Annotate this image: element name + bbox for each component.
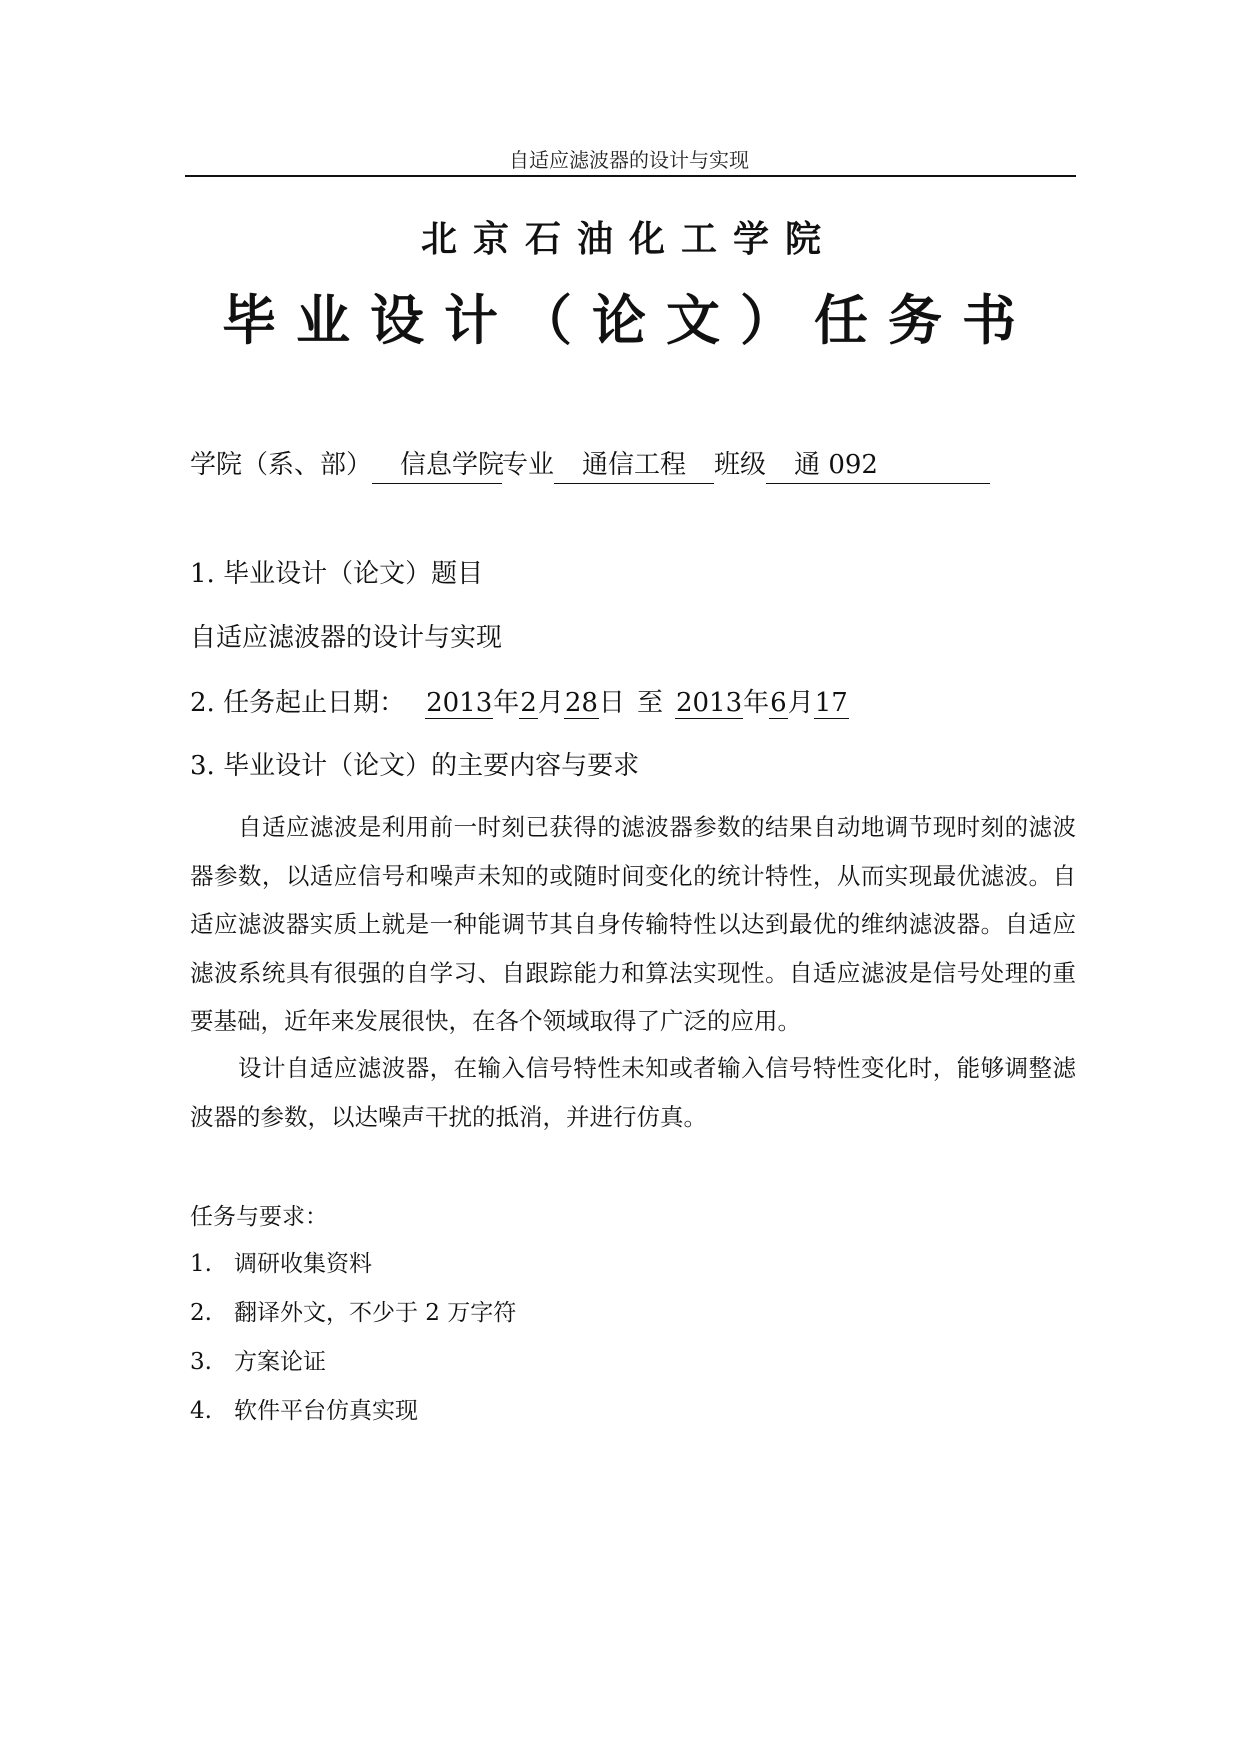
- task-list: [190, 1246, 516, 1442]
- major-label: 专业: [502, 450, 555, 480]
- class-field: [766, 447, 990, 484]
- item-number: 3.: [190, 1349, 212, 1375]
- end-year: 2013: [675, 688, 743, 718]
- section1-heading: 1. 毕业设计（论文）题目: [190, 559, 484, 589]
- start-day: 28: [564, 688, 598, 718]
- to-char: 至: [636, 688, 663, 718]
- end-month-char: 月: [787, 688, 814, 718]
- item-text: 调研收集资料: [234, 1251, 372, 1277]
- item-number: 1.: [190, 1251, 212, 1277]
- dept-field: [372, 447, 505, 484]
- item-number: 4.: [190, 1398, 212, 1424]
- end-year-char: 年: [743, 688, 770, 718]
- item-text: 翻译外文，不少于 2 万字符: [234, 1300, 517, 1326]
- content-paragraph-1: 自适应滤波是利用前一时刻已获得的滤波器参数的结果自动地调节现时刻的滤波器参数，以适应信号和噪声未知的或随时间变化的统计特性，从而实现最优滤波。自适应滤波器实质上就是一种能调节其自身传输特性以达到最优的维纳滤波器。自适应滤波系统具有很强的自学习、自跟踪能力和算法实现性。自适应滤波是信号处理的重要基础，近年来发展很快，在各个领域取得了广泛的应用。: [190, 813, 1076, 1035]
- thesis-topic: 自适应滤波器的设计与实现: [190, 623, 503, 653]
- list-item: [190, 1393, 516, 1442]
- tasks-heading: 任务与要求：: [190, 1204, 328, 1230]
- major-field: [554, 447, 714, 484]
- list-item: [190, 1295, 516, 1344]
- item-text: 方案论证: [234, 1349, 326, 1375]
- content-paragraph-2: 设计自适应滤波器，在输入信号特性未知或者输入信号特性变化时，能够调整滤波器的参数，以达噪声干扰的抵消，并进行仿真。: [190, 1054, 1076, 1131]
- end-day: 17: [814, 688, 848, 718]
- start-month-char: 月: [537, 688, 564, 718]
- item-number: 2.: [190, 1300, 212, 1326]
- header-rule: [185, 175, 1076, 177]
- major-value: 通信工程: [582, 450, 687, 480]
- start-year-char: 年: [493, 688, 520, 718]
- document-title: 毕业设计（论文）任务书: [222, 288, 1036, 352]
- dept-value: 信息学院: [400, 450, 505, 480]
- class-label: 班级: [714, 450, 767, 480]
- class-value: 通 092: [794, 450, 878, 480]
- dates-label: 2. 任务起止日期：: [190, 688, 406, 718]
- start-year: 2013: [426, 688, 493, 718]
- running-header: 自适应滤波器的设计与实现: [509, 148, 749, 172]
- dept-label: 学院（系、部）: [190, 450, 373, 480]
- start-day-char: 日: [598, 688, 625, 718]
- start-month: 2: [520, 688, 537, 718]
- student-info-line: [190, 445, 1074, 485]
- school-name: 北京石油化工学院: [420, 218, 837, 260]
- list-item: [190, 1344, 516, 1393]
- section3-heading: 3. 毕业设计（论文）的主要内容与要求: [190, 751, 640, 781]
- item-text: 软件平台仿真实现: [234, 1398, 418, 1424]
- end-month: 6: [770, 688, 787, 718]
- list-item: [190, 1246, 516, 1295]
- task-dates: [190, 683, 849, 723]
